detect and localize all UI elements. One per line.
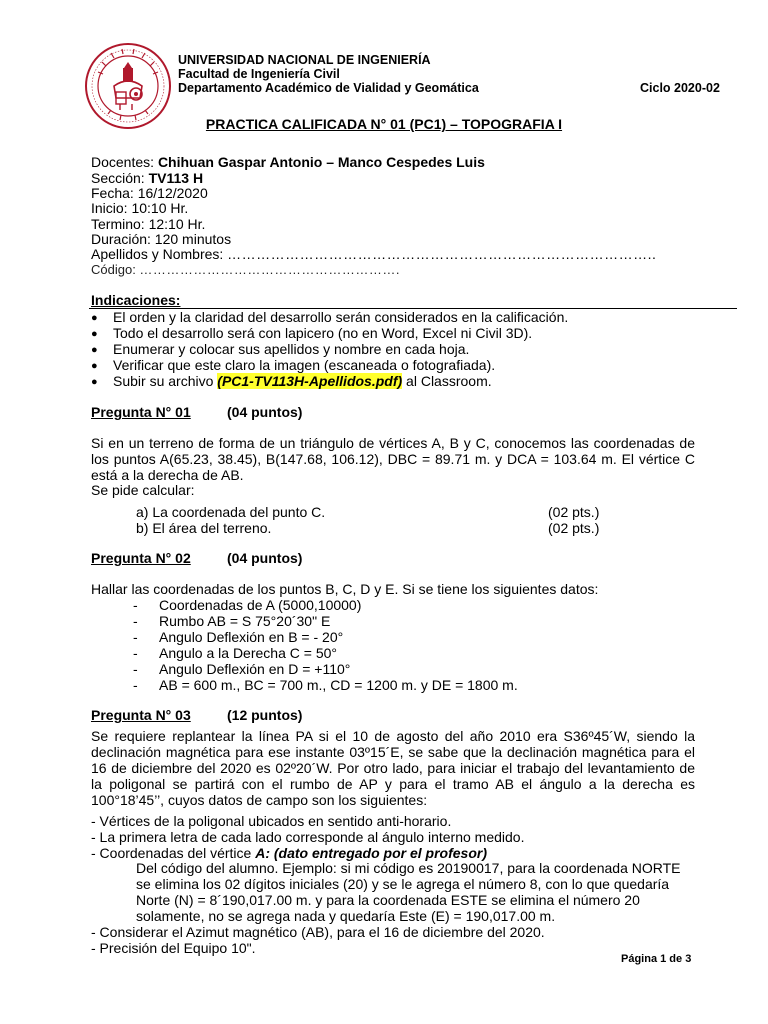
duracion-line: Duración: 120 minutos (91, 231, 232, 247)
question-2-item: - Coordenadas de A (5000,10000) (133, 597, 362, 613)
profesor-note: A: (dato entregado por el profesor) (255, 845, 487, 861)
apellidos-line (91, 246, 656, 262)
question-1-text: Si en un terreno de forma de un triángulo de vértices A, B y C, conocemos las coordenadas de (91, 435, 695, 451)
question-3-list-item: - Coordenadas del vértice A: (dato entregado por el profesor) (91, 845, 487, 861)
page-number: Página 1 de 3 (621, 953, 692, 965)
apellidos-blank[interactable]: …………………………………………………………………………….. (227, 246, 657, 262)
bullet-icon: ● (91, 312, 98, 324)
question-3-list-item: - Vértices de la poligonal ubicados en sentido anti-horario. (91, 813, 452, 829)
question-1-text: Se pide calcular: (91, 482, 195, 498)
department-name: Departamento Académico de Vialidad y Geomática (178, 81, 479, 95)
question-1-label: Pregunta N° 01 (91, 404, 191, 420)
question-1-text: los puntos A(65.23, 38.45), B(147.68, 106.12), DBC = 89.71 m. y DCA = 103.64 m. El vértice C (91, 451, 695, 467)
indicacion-item: ● El orden y la claridad del desarrollo serán considerados en la calificación. (91, 309, 569, 325)
question-2-item: - Rumbo AB = S 75°20´30" E (133, 613, 331, 629)
question-2-item: - Angulo Deflexión en D = +110° (133, 661, 351, 677)
bullet-icon: ● (91, 360, 98, 372)
question-1-part-b-points: (02 pts.) (548, 520, 600, 536)
question-3-text: 100°18’45’’, cuyos datos de campo son los siguientes: (91, 792, 428, 808)
question-1-part-b: b) El área del terreno. (136, 520, 272, 536)
question-1-text: está a la derecha de AB. (91, 467, 244, 483)
seccion-value: TV113 H (148, 170, 204, 186)
codigo-blank[interactable]: …………………………………………………. (139, 262, 401, 277)
question-1-part-a-points: (02 pts.) (548, 504, 600, 520)
question-3-text: 16 de diciembre del 2020 es 02º20´W. Por otro lado, para iniciar el trabajo del levantamiento de (91, 760, 695, 776)
fecha-line: Fecha: 16/12/2020 (91, 185, 208, 201)
question-3-header (91, 707, 303, 723)
indicacion-item: ● Enumerar y colocar sus apellidos y nombre en cada hoja. (91, 341, 470, 357)
question-3-list-item: - Considerar el Azimut magnético (AB), para el 16 de diciembre del 2020. (91, 924, 545, 940)
seccion-line (91, 170, 203, 186)
indicacion-item: ● Verificar que este claro la imagen (escaneada o fotografiada). (91, 357, 496, 373)
question-2-label: Pregunta N° 02 (91, 550, 191, 566)
question-2-item: - Angulo a la Derecha C = 50° (133, 645, 337, 661)
indicaciones-title: Indicaciones: (91, 292, 181, 308)
question-3-list-item: - Precisión del Equipo 10". (91, 940, 256, 956)
codigo-label: Código: (91, 262, 140, 277)
question-3-points: (12 puntos) (227, 707, 303, 723)
codigo-line (91, 262, 400, 278)
bullet-icon: ● (91, 376, 98, 388)
question-2-intro: Hallar las coordenadas de los puntos B, C, D y E. Si se tiene los siguientes datos: (91, 581, 599, 597)
question-3-text: Se requiere replantear la línea PA si el 10 de agosto del año 2010 era S36º45´W, siendo la (91, 728, 695, 744)
question-2-points: (04 puntos) (227, 550, 303, 566)
docentes-value: Chihuan Gaspar Antonio – Manco Cespedes Luis (157, 154, 485, 170)
seccion-label: Sección: (91, 170, 149, 186)
apellidos-label: Apellidos y Nombres: (91, 246, 228, 262)
question-3-note: solamente, no se agrega nada y quedaría Este (E) = 190,017.00 m. (136, 908, 556, 924)
faculty-name: Facultad de Ingeniería Civil (178, 67, 340, 81)
question-3-note: Del código del alumno. Ejemplo: si mi código es 20190017, para la coordenada NORTE (136, 860, 681, 876)
indicacion-item: ● Subir su archivo (PC1-TV113H-Apellidos.pdf) al Classroom. (91, 373, 492, 389)
indicacion-item: ● Todo el desarrollo será con lapicero (no en Word, Excel ni Civil 3D). (91, 325, 533, 341)
cycle-label: Ciclo 2020-02 (640, 81, 720, 95)
question-3-note: Norte (N) = 8´190,017.00 m. y para la coordenada ESTE se elimina el número 20 (136, 892, 640, 908)
question-3-text: la poligonal se partirá con el rumbo de AP y para el tramo AB el ángulo a la derecha es (91, 776, 695, 792)
question-2-item: - Angulo Deflexión en B = - 20° (133, 629, 344, 645)
question-3-list-item: - La primera letra de cada lado corresponde al ángulo interno medido. (91, 829, 525, 845)
question-2-item: - AB = 600 m., BC = 700 m., CD = 1200 m. y DE = 1800 m. (133, 677, 518, 693)
question-1-header (91, 404, 303, 420)
exam-title: PRACTICA CALIFICADA N° 01 (PC1) – TOPOGRAFIA I (205, 116, 563, 132)
question-3-label: Pregunta N° 03 (91, 707, 191, 723)
docentes-line (91, 154, 485, 170)
file-name-highlight: (PC1-TV113H-Apellidos.pdf) (217, 373, 403, 389)
question-2-header (91, 550, 303, 566)
question-3-note: se elimina los 02 dígitos iniciales (20) y se le agrega el número 8, con lo que quedaría (136, 876, 670, 892)
inicio-line: Inicio: 10:10 Hr. (91, 200, 189, 216)
university-name: UNIVERSIDAD NACIONAL DE INGENIERÍA (178, 53, 431, 67)
bullet-icon: ● (91, 328, 98, 340)
question-1-points: (04 puntos) (227, 404, 303, 420)
docentes-label: Docentes: (91, 154, 158, 170)
question-1-part-a: a) La coordenada del punto C. (136, 504, 326, 520)
bullet-icon: ● (91, 344, 98, 356)
termino-line: Termino: 12:10 Hr. (91, 216, 206, 232)
question-3-text: declinación magnética para ese instante 03º15´E, se sabe que la declinación magnética para el (91, 744, 695, 760)
